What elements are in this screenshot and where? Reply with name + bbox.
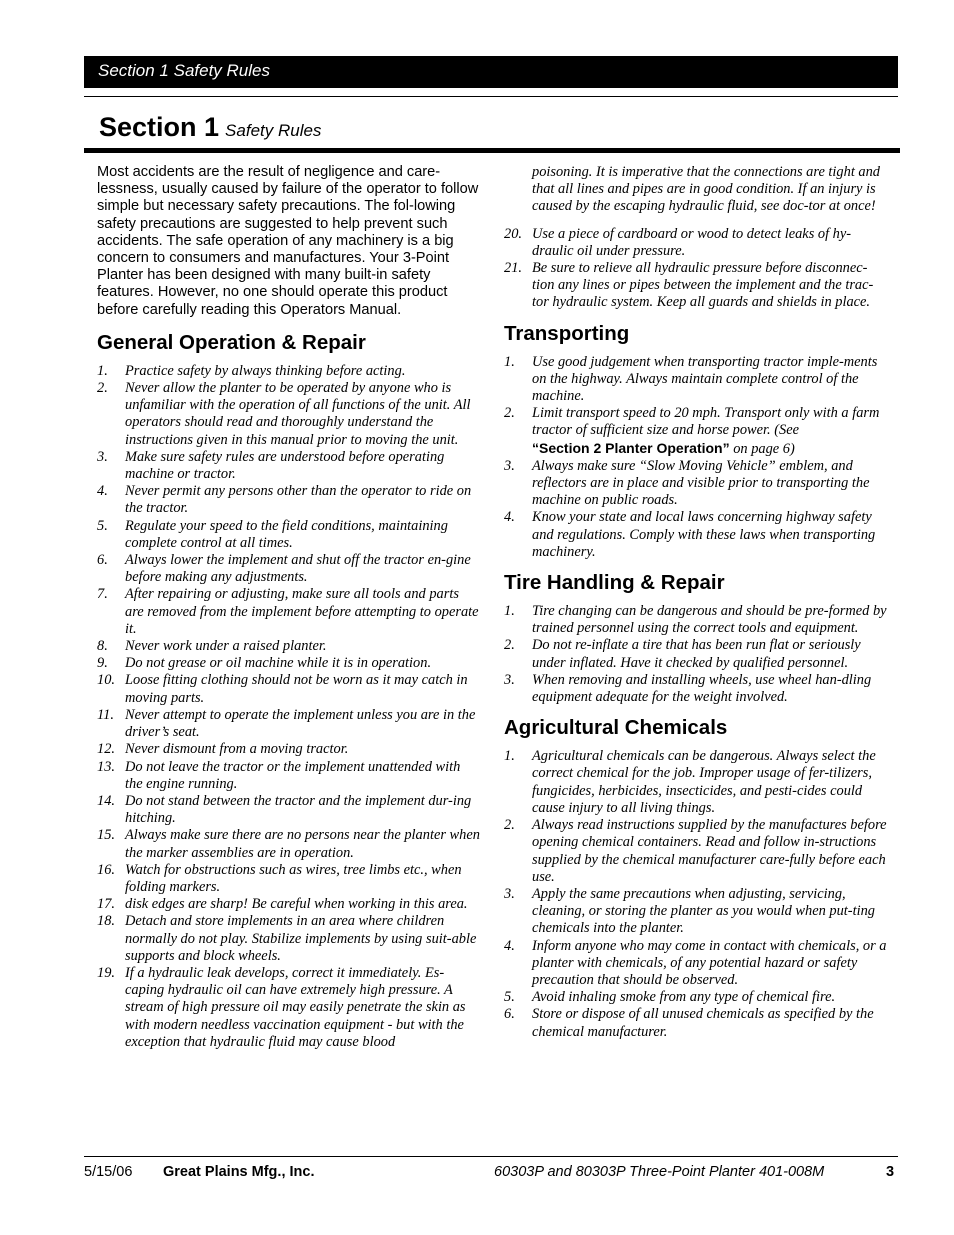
- intro-paragraph: Most accidents are the result of negligence and care-lessness, usually caused by failure of the operator to follow simple but necessary safety precautions. The fol-lowing safety precautions are suggested to help prevent such accidents. The safe operation of any machinery is a big concern to consumers and manufactures. Your 3-Point Planter has been designed with many built-in safety features. However, no one should operate this product before carefully reading this Operators Manual.: [97, 164, 479, 318]
- list-item-text: Limit transport speed to 20 mph. Transport only with a farm tractor of sufficient size and horse power. (See: [532, 405, 880, 439]
- transporting-list: [504, 354, 888, 561]
- list-item: [504, 1006, 888, 1040]
- list-item-number: 16.: [97, 861, 115, 878]
- list-item: [97, 707, 480, 741]
- list-item: [504, 260, 888, 312]
- list-item: [97, 518, 480, 552]
- list-item-number: 6.: [97, 552, 108, 569]
- list-item: [504, 603, 888, 637]
- list-item-text: Agricultural chemicals can be dangerous. Always select the correct chemical for the job. Improper usage of fer-tilizers, fungicides, herbicides, insecticides, and pesti-cides could cause injury to all living things.: [532, 748, 876, 816]
- tire-handling-heading: Tire Handling & Repair: [504, 571, 725, 595]
- list-item-continued: [504, 164, 888, 216]
- list-item-text: Always lower the implement and shut off the tractor en-gine before making any adjustments.: [125, 552, 471, 586]
- footer-page-number: 3: [886, 1164, 895, 1180]
- list-item: [97, 483, 480, 517]
- list-item-text: Do not leave the tractor or the implement unattended with the engine running.: [125, 758, 461, 792]
- list-item-text: Watch for obstructions such as wires, tree limbs etc., when folding markers.: [125, 861, 462, 895]
- list-item: [97, 896, 480, 913]
- list-item-text: Never allow the planter to be operated by anyone who is unfamiliar with the operation of all functions of the unit. All operators should read and thoroughly understand the instructions given in this manual prior to moving the unit.: [125, 380, 471, 448]
- list-item: [97, 965, 480, 1051]
- list-item: [97, 913, 480, 965]
- list-item-number: 1.: [504, 748, 515, 765]
- list-item-number: 1.: [504, 603, 515, 620]
- list-item-number: 1.: [504, 353, 515, 370]
- list-item: [97, 672, 480, 706]
- list-item-number: 15.: [97, 827, 115, 844]
- list-item-text: If a hydraulic leak develops, correct it immediately. Es-caping hydraulic oil can have extremely high pressure. A stream of high pressure oil may easily penetrate the skin as with modern needless vaccination equipment - but with the exception that hydraulic fluid may cause blood: [125, 964, 466, 1050]
- list-item: [97, 638, 480, 655]
- list-item-text: Be sure to relieve all hydraulic pressure before disconnec-tion any lines or pipes between the implement and the trac-tor hydraulic system. Keep all guards and shields in place.: [532, 260, 874, 311]
- list-item-number: 9.: [97, 655, 108, 672]
- list-item: [504, 509, 888, 561]
- list-item: [97, 759, 480, 793]
- list-item: [504, 886, 888, 938]
- list-item: [97, 363, 480, 380]
- footer-product: 60303P and 80303P Three-Point Planter 401-008M: [494, 1164, 825, 1180]
- left-column: [97, 164, 480, 1061]
- list-item-text: Do not grease or oil machine while it is in operation.: [125, 655, 432, 672]
- list-item-number: 20.: [504, 225, 522, 242]
- list-item-text: When removing and installing wheels, use wheel han-dling equipment adequate for the weight involved.: [532, 671, 872, 706]
- transporting-heading: Transporting: [504, 321, 630, 345]
- list-item: [504, 938, 888, 990]
- list-item-text: Inform anyone who may come in contact with chemicals, or a planter with chemicals, of any potential hazard or safety precaution that should be observed.: [532, 937, 887, 988]
- list-item: [97, 741, 480, 758]
- footer-date: 5/15/06: [84, 1164, 133, 1180]
- list-item-text: Practice safety by always thinking before acting.: [125, 362, 406, 379]
- list-item: [504, 748, 888, 817]
- continued-text: poisoning. It is imperative that the connections are tight and that all lines and pipes are in good condition. If an injury is caused by the escaping hydraulic fluid, see doc-tor at once!: [532, 164, 880, 215]
- list-item-text: Use good judgement when transporting tractor imple-ments on the highway. Always maintain complete control of the machine.: [532, 353, 878, 405]
- list-item-number: 2.: [504, 817, 515, 834]
- list-item-number: 12.: [97, 741, 115, 758]
- list-item-text: Always make sure “Slow Moving Vehicle” emblem, and reflectors are in place and visible prior to transporting the machine on public roads.: [532, 457, 870, 509]
- general-operation-list-more: [504, 226, 888, 312]
- list-item-number: 1.: [97, 362, 108, 379]
- list-item-text: Regulate your speed to the field conditions, maintaining complete control at all times.: [125, 517, 448, 551]
- general-operation-list-continued: [504, 164, 888, 216]
- list-item-number: 4.: [504, 509, 515, 526]
- list-item-text: Tire changing can be dangerous and should be pre-formed by trained personnel using the correct tools and equipment.: [532, 603, 887, 637]
- header-divider: [84, 96, 898, 97]
- list-item-text: Store or dispose of all unused chemicals as specified by the chemical manufacturer.: [532, 1006, 874, 1040]
- list-item: [97, 655, 480, 672]
- agricultural-chemicals-heading: Agricultural Chemicals: [504, 716, 728, 740]
- page-title: [99, 112, 321, 143]
- list-item-text: Use a piece of cardboard or wood to detect leaks of hy-draulic oil under pressure.: [532, 225, 852, 259]
- list-item-number: 3.: [504, 457, 515, 474]
- list-item-text: Make sure safety rules are understood before operating machine or tractor.: [125, 448, 445, 483]
- running-header: [84, 56, 898, 88]
- title-divider: [84, 148, 900, 153]
- list-item-number: 14.: [97, 792, 115, 809]
- agricultural-chemicals-list: [504, 748, 888, 1040]
- list-item: [504, 354, 888, 406]
- list-item-text: Never permit any persons other than the operator to ride on the tractor.: [125, 483, 472, 517]
- list-item-number: 4.: [504, 937, 515, 954]
- list-item: [97, 552, 480, 586]
- list-item: [97, 793, 480, 827]
- right-column: [504, 164, 888, 1051]
- section-subtitle: Safety Rules: [225, 121, 322, 140]
- list-item-text: Do not stand between the tractor and the implement dur-ing hitching.: [125, 792, 472, 827]
- list-item-number: 4.: [97, 483, 108, 500]
- list-item-number: 19.: [97, 964, 115, 981]
- list-item-text: Always make sure there are no persons near the planter when the marker assemblies are in operation.: [125, 827, 480, 861]
- list-item-text: Do not re-inflate a tire that has been run flat or seriously under inflated. Have it checked by qualified personnel.: [532, 637, 861, 671]
- list-item: [504, 226, 888, 260]
- list-item-number: 17.: [97, 896, 115, 913]
- list-item-text: Know your state and local laws concerning highway safety and regulations. Comply with these laws when transporting machinery.: [532, 509, 876, 560]
- list-item-text: disk edges are sharp! Be careful when working in this area.: [125, 896, 468, 913]
- list-item-text: Never dismount from a moving tractor.: [125, 741, 349, 758]
- list-item-text: Apply the same precautions when adjusting, servicing, cleaning, or storing the planter as you would when put-ting chemicals into the planter.: [532, 885, 875, 937]
- list-item: [504, 405, 888, 458]
- list-item-number: 21.: [504, 260, 522, 277]
- list-item-text: Never attempt to operate the implement unless you are in the driver’s seat.: [125, 706, 476, 741]
- list-item-text: Loose fitting clothing should not be worn as it may catch in moving parts.: [125, 672, 468, 706]
- list-item-text: After repairing or adjusting, make sure all tools and parts are removed from the implement before attempting to operate it.: [125, 586, 479, 637]
- list-item-number: 8.: [97, 638, 108, 655]
- list-item: [504, 458, 888, 510]
- list-item-number: 10.: [97, 672, 115, 689]
- tire-handling-list: [504, 603, 888, 706]
- list-item-number: 11.: [97, 706, 114, 723]
- list-item-text: Avoid inhaling smoke from any type of chemical fire.: [532, 989, 836, 1006]
- list-item: [504, 637, 888, 671]
- list-item-number: 3.: [97, 448, 108, 465]
- list-item-text: Never work under a raised planter.: [125, 638, 327, 655]
- list-item: [97, 380, 480, 449]
- list-item: [504, 989, 888, 1006]
- section-number: Section 1: [99, 112, 220, 142]
- cross-reference-suffix: on page 6): [729, 440, 795, 457]
- footer-company: Great Plains Mfg., Inc.: [163, 1164, 315, 1180]
- general-operation-heading: General Operation & Repair: [97, 330, 366, 354]
- list-item-number: 13.: [97, 758, 115, 775]
- list-item: [504, 672, 888, 706]
- list-item-text: Always read instructions supplied by the manufactures before opening chemical containers. Read and follow in-structions supplied by the chemical manufacturer care-fully before each use.: [532, 817, 887, 885]
- footer-divider: [84, 1156, 898, 1157]
- general-operation-list: [97, 363, 480, 1051]
- list-item-number: 2.: [97, 380, 108, 397]
- list-item-number: 7.: [97, 586, 108, 603]
- list-item-number: 6.: [504, 1006, 515, 1023]
- list-item-number: 2.: [504, 637, 515, 654]
- list-item-number: 2.: [504, 405, 515, 422]
- list-item-number: 18.: [97, 913, 115, 930]
- list-item: [97, 449, 480, 483]
- list-item: [97, 586, 480, 638]
- list-item: [504, 817, 888, 886]
- list-item-number: 3.: [504, 885, 515, 902]
- list-item: [97, 827, 480, 861]
- list-item-number: 5.: [97, 517, 108, 534]
- list-item-number: 3.: [504, 671, 515, 688]
- list-item-text: Detach and store implements in an area where children normally do not play. Stabilize implements by using suit-able supports and block wheels.: [125, 913, 477, 964]
- list-item: [97, 862, 480, 896]
- list-item-number: 5.: [504, 989, 515, 1006]
- running-header-title: Section 1 Safety Rules: [98, 61, 270, 80]
- cross-reference-link[interactable]: “Section 2 Planter Operation”: [532, 439, 730, 456]
